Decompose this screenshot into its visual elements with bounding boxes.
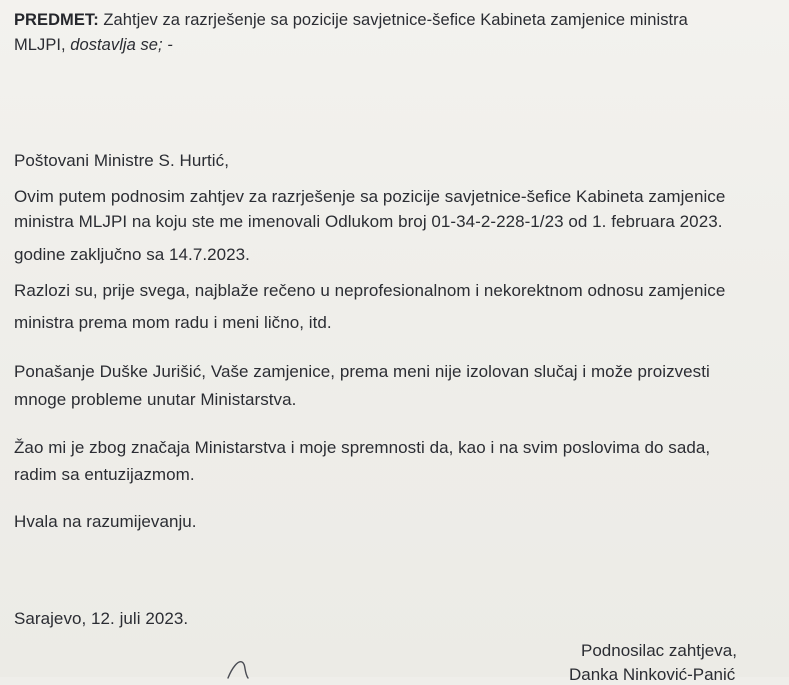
paragraph-1-line-3: godine zaključno sa 14.7.2023. [14,245,250,264]
paragraph-1-line-1: Ovim putem podnosim zahtjev za razrješenje sa pozicije savjetnice-šefice Kabineta zamjenice [14,187,726,206]
paragraph-3-line-1: Ponašanje Duške Jurišić, Vaše zamjenice, prema meni nije izolovan slučaj i može proizvesti [14,362,710,381]
paragraph-2-line-1: Razlozi su, prije svega, najblaže rečeno u neprofesionalnom i nekorektnom odnosu zamjenice [14,281,726,300]
paragraph-4-line-2: radim sa entuzijazmom. [14,465,195,484]
closing-line: Hvala na razumijevanju. [14,512,197,531]
subject-line-1 [14,10,688,31]
signature-name: Danka Ninković-Panić [569,665,736,684]
paragraph-3-line-2: mnoge probleme unutar Ministarstva. [14,390,297,409]
paragraph-4-line-1: Žao mi je zbog značaja Ministarstva i moje spremnosti da, kao i na svim poslovima do sada, [14,438,711,457]
subject-label: PREDMET: [14,11,99,29]
place-date: Sarajevo, 12. juli 2023. [14,609,189,628]
paragraph-2-line-2: ministra prema mom radu i meni lično, itd. [14,313,332,332]
subject-org: MLJPI, [14,36,71,54]
handwritten-signature-mark [224,650,254,680]
greeting: Poštovani Ministre S. Hurtić, [14,151,229,170]
subject-line-2 [14,35,173,56]
paragraph-1-line-2: ministra MLJPI na koju ste me imenovali Odlukom broj 01-34-2-228-1/23 od 1. februara 2023. [14,212,723,231]
subject-delivery-note: dostavlja se; - [70,36,173,54]
signature-title: Podnosilac zahtjeva, [581,641,737,660]
subject-text: Zahtjev za razrješenje sa pozicije savjetnice-šefice Kabineta zamjenice ministra [103,11,688,29]
